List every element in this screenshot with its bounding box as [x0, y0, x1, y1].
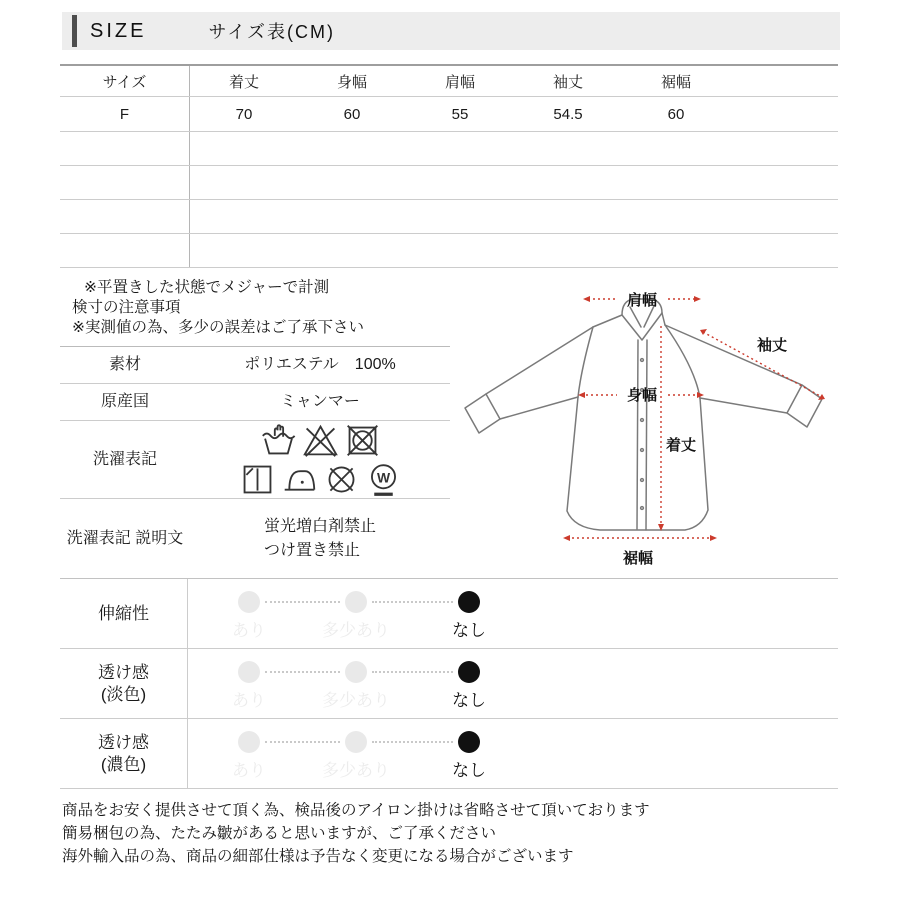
footer-notes: [62, 799, 650, 868]
column-header-chest: 身幅: [336, 73, 367, 91]
label-shoulder-width: 肩幅: [626, 292, 658, 309]
dimension-shoulder: [583, 291, 701, 309]
column-header-size: サイズ: [60, 66, 190, 96]
footer-note-line: 海外輸入品の為、商品の細部仕様は予告なく変更になる場合がございます: [62, 848, 574, 865]
hand-wash-icon: [260, 422, 297, 459]
line-dry-in-shade-icon: [239, 461, 276, 498]
spec-value-material: ポリエステル 100%: [244, 356, 396, 373]
rating-label-sheerness-light: 透け感 (淡色): [60, 649, 188, 718]
header-accent-bar: [72, 15, 77, 47]
rating-option-label: 多少あり: [322, 761, 390, 780]
rating-dot-nashi-selected: [458, 661, 480, 683]
rating-option-label: 多少あり: [322, 621, 390, 640]
spec-value-care-text: 蛍光増白剤禁止 つけ置き禁止: [263, 517, 376, 559]
label-chest-width: 身幅: [626, 387, 658, 404]
rating-row-sheerness-dark: [60, 719, 838, 789]
dotted-connector: [372, 671, 453, 673]
rating-scale: [188, 719, 838, 788]
note-line: ※平置きした状態でメジャーで計測: [84, 279, 330, 296]
svg-text:W: W: [376, 468, 390, 485]
cell-blank: [730, 97, 838, 131]
note-line: 検寸の注意事項: [72, 299, 181, 316]
rating-dot-ari: [238, 661, 260, 683]
footer-note-line: 簡易梱包の為、たたみ皺があると思いますが、ご了承ください: [62, 825, 497, 842]
column-header-length: 着丈: [228, 73, 259, 91]
size-table-header-row: [60, 66, 838, 97]
rating-option-label: あり: [232, 691, 266, 710]
section-header: [62, 12, 840, 50]
note-line: ※実測値の為、多少の誤差はご了承下さい: [72, 319, 364, 336]
shirt-measurement-diagram: [450, 280, 870, 572]
column-header-blank: [730, 66, 838, 96]
header-label: SIZE: [90, 19, 147, 42]
dimension-chest: [578, 386, 704, 404]
spec-label-care-text: 洗濯表記 説明文: [66, 529, 184, 547]
label-body-length: 着丈: [666, 437, 697, 454]
spec-label-care: 洗濯表記: [92, 450, 157, 468]
rating-option-label-selected: なし: [452, 761, 486, 780]
rating-dot-tashou-ari: [345, 661, 367, 683]
spec-row-care-symbols: [60, 421, 450, 499]
rating-option-label-selected: なし: [452, 691, 486, 710]
spec-row-material: [60, 347, 450, 384]
cell-size: F: [60, 97, 190, 131]
spec-label-origin: 原産国: [100, 393, 149, 410]
rating-option-label: あり: [232, 621, 266, 640]
care-symbols: [190, 422, 450, 498]
label-hem-width: 裾幅: [622, 550, 654, 567]
footer-note-line: 商品をお安く提供させて頂く為、検品後のアイロン掛けは省略させて頂いております: [62, 802, 650, 819]
do-not-tumble-dry-icon: [344, 422, 381, 459]
spec-row-care-text: [60, 499, 450, 578]
page-title: サイズ表(CM): [208, 22, 335, 42]
rating-dot-tashou-ari: [345, 591, 367, 613]
rating-section: [60, 578, 838, 789]
iron-low-heat-icon: [281, 461, 318, 498]
column-header-hem: 裾幅: [660, 73, 691, 91]
shirt-outline: [465, 299, 822, 530]
rating-dot-ari: [238, 591, 260, 613]
dotted-connector: [372, 741, 453, 743]
rating-label-stretch: 伸縮性: [60, 579, 188, 648]
table-row-size-f: [60, 97, 838, 132]
do-not-bleach-icon: [302, 422, 339, 459]
rating-option-label: あり: [232, 761, 266, 780]
dimension-sleeve: [700, 329, 825, 400]
rating-row-stretch: [60, 579, 838, 649]
rating-label-sheerness-dark: 透け感 (濃色): [60, 719, 188, 788]
cell-hem: 60: [667, 105, 685, 123]
cell-chest: 60: [343, 105, 361, 123]
label-sleeve-length: 袖丈: [756, 337, 788, 354]
column-header-shoulder: 肩幅: [444, 73, 475, 91]
cell-sleeve: 54.5: [553, 105, 583, 123]
spec-table: [60, 346, 450, 578]
dimension-hem: [563, 535, 717, 567]
table-row-empty: [60, 200, 838, 234]
rating-dot-tashou-ari: [345, 731, 367, 753]
rating-scale: [188, 649, 838, 718]
dotted-connector: [265, 671, 340, 673]
spec-row-origin: [60, 384, 450, 421]
cell-length: 70: [235, 105, 253, 123]
rating-row-sheerness-light: [60, 649, 838, 719]
table-row-empty: [60, 166, 838, 200]
wet-clean-gentle-icon: [365, 461, 402, 498]
cell-shoulder: 55: [451, 105, 469, 123]
column-header-sleeve: 袖丈: [552, 73, 583, 91]
size-table: [60, 64, 838, 268]
measurement-notes: [72, 278, 364, 338]
table-row-empty: [60, 132, 838, 166]
rating-dot-ari: [238, 731, 260, 753]
rating-scale: [188, 579, 838, 648]
rating-dot-nashi-selected: [458, 731, 480, 753]
rating-option-label-selected: なし: [452, 621, 486, 640]
rating-option-label: 多少あり: [322, 691, 390, 710]
dotted-connector: [372, 601, 453, 603]
table-row-empty: [60, 234, 838, 268]
dotted-connector: [265, 601, 340, 603]
spec-value-origin: ミャンマー: [280, 393, 360, 410]
rating-dot-nashi-selected: [458, 591, 480, 613]
dimension-length: [658, 326, 696, 531]
dotted-connector: [265, 741, 340, 743]
spec-label-material: 素材: [108, 356, 141, 373]
do-not-dry-clean-icon: [323, 461, 360, 498]
